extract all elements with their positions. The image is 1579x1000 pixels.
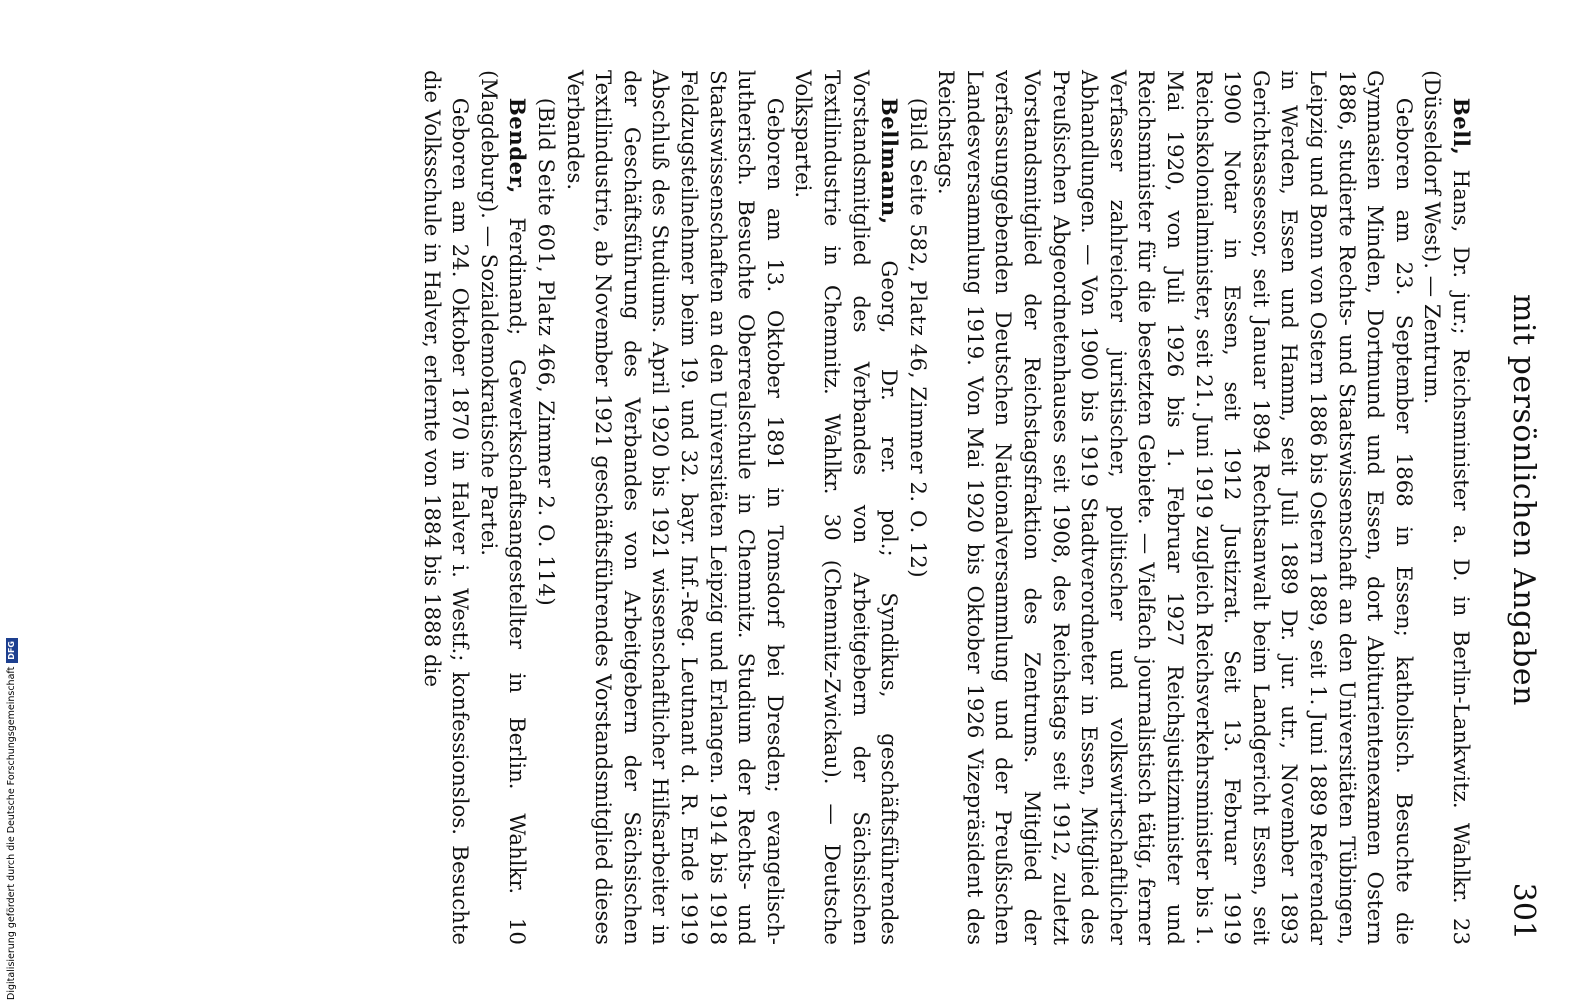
- digitization-credit: [0, 600, 20, 1000]
- entry-bellmann: [530, 70, 902, 945]
- entry-heading-text: Hans, Dr. jur.; Reichsminister a. D. in Berlin-Lankwitz. Wahlkr. 23 (Düsseldorf West). — Zentrum.: [1419, 70, 1473, 945]
- entry-name: Bender,: [504, 97, 530, 194]
- entry-heading-text: Georg, Dr. rer. pol.; Syndikus, geschäftsführendes Vorstandsmitglied des Verbandes von Arbeitgebern der Sächsischen Textilindustrie in Chemnitz. Wahlkr. 30 (Chemnitz-Zwickau). — Deutsche Volkspartei.: [790, 70, 902, 945]
- document-body: [40, 70, 1474, 945]
- entry-bender: [416, 70, 530, 945]
- digitization-credit-text-wrap: [2, 600, 22, 1000]
- running-title: mit persönlichen Angaben: [1506, 294, 1541, 706]
- entry-biography: Geboren am 23. September 1868 in Essen; katholisch. Besuchte die Gymnasien Minden, Dortmund und Essen, dort Abiturientenexamen Ostern 1886, studierte Rechts- und Staatswissenschaft an den Universitäten Tübingen, Leipzig und Bonn von Ostern 1886 bis Ostern 1889, seit 1. Juni 1889 Referendar in Werden, Essen und Hamm, seit Juli 1889 Dr. jur. utr., November 1893 Gerichtsassessor, seit Januar 1894 Rechtsanwalt beim Landgericht Essen, seit 1900 Notar in Essen, seit 1912 Justizrat. Seit 13. Februar 1919 Reichskolonialminister, seit 21. Juni 1919 zugleich Reichsverkehrsminister bis 1. Mai 1920, von Juli 1926 bis 1. Februar 1927 Reichsjustizminister und Reichsminister für die besetzten Gebiete. — Vielfach journalistisch tätig, ferner Verfasser zahlreicher juristischer, politischer und volkswirtschaftlicher Abhandlungen. — Von 1900 bis 1919 Stadtverordneter in Essen, Mitglied des Preußischen Abgeordnetenhauses seit 1908, des Reichstags seit 1912, zuletzt Vorstandsmitglied der Reichstagsfraktion des Zentrums. Mitglied der verfassunggebenden Deutschen Nationalversammlung und der Preußischen Landesversammlung 1919. Von Mai 1920 bis Oktober 1926 Vizepräsident des Reichstags.: [933, 70, 1416, 945]
- entry-heading: [1417, 70, 1474, 945]
- entry-heading: [788, 70, 902, 945]
- digitization-credit-text: Digitalisierung gefördert durch die Deutsche Forschungsgemeinschaft: [6, 666, 17, 1000]
- entry-biography: Geboren am 24. Oktober 1870 in Halver i. Westf.; konfessionslos. Besuchte die Volksschule in Halver, erlernte von 1884 bis 1888 die: [418, 70, 473, 945]
- page-header: [1501, 60, 1541, 940]
- picture-reference: (Bild Seite 582, Platz 46, Zimmer 2. O. 12): [904, 97, 930, 579]
- picture-reference: (Bild Seite 601, Platz 466, Zimmer 2. O. 114): [533, 97, 558, 607]
- dfg-logo: DFG: [6, 638, 18, 663]
- entry-name: Bell,: [1448, 97, 1473, 156]
- entry-heading: [473, 70, 530, 945]
- entry-name: Bellmann,: [876, 97, 902, 225]
- entry-biography: Geboren am 13. Oktober 1891 in Tomsdorf bei Dresden; evangelisch-lutherisch. Besuchte Oberrealschule in Chemnitz. Studium der Rechts- und Staatswissenschaften an den Universitäten Leipzig und Erlangen. 1914 bis 1918 Feldzugsteilnehmer beim 19. und 32. bayr. Inf.-Reg. Leutnant d. R. Ende 1919 Abschluß des Studiums. April 1920 bis 1921 wissenschaftlicher Hilfsarbeiter in der Geschäftsführung des Verbandes von Arbeitgebern der Sächsischen Textilindustrie, ab November 1921 geschäftsführendes Vorstandsmitglied dieses Verbandes.: [561, 70, 787, 945]
- entry-heading-text: Ferdinand; Gewerkschaftsangestellter in Berlin. Wahlkr. 10 (Magdeburg). — Sozialdemokratische Partei.: [475, 70, 530, 945]
- entry-bell: [902, 70, 1474, 945]
- page-number: 301: [1506, 882, 1541, 940]
